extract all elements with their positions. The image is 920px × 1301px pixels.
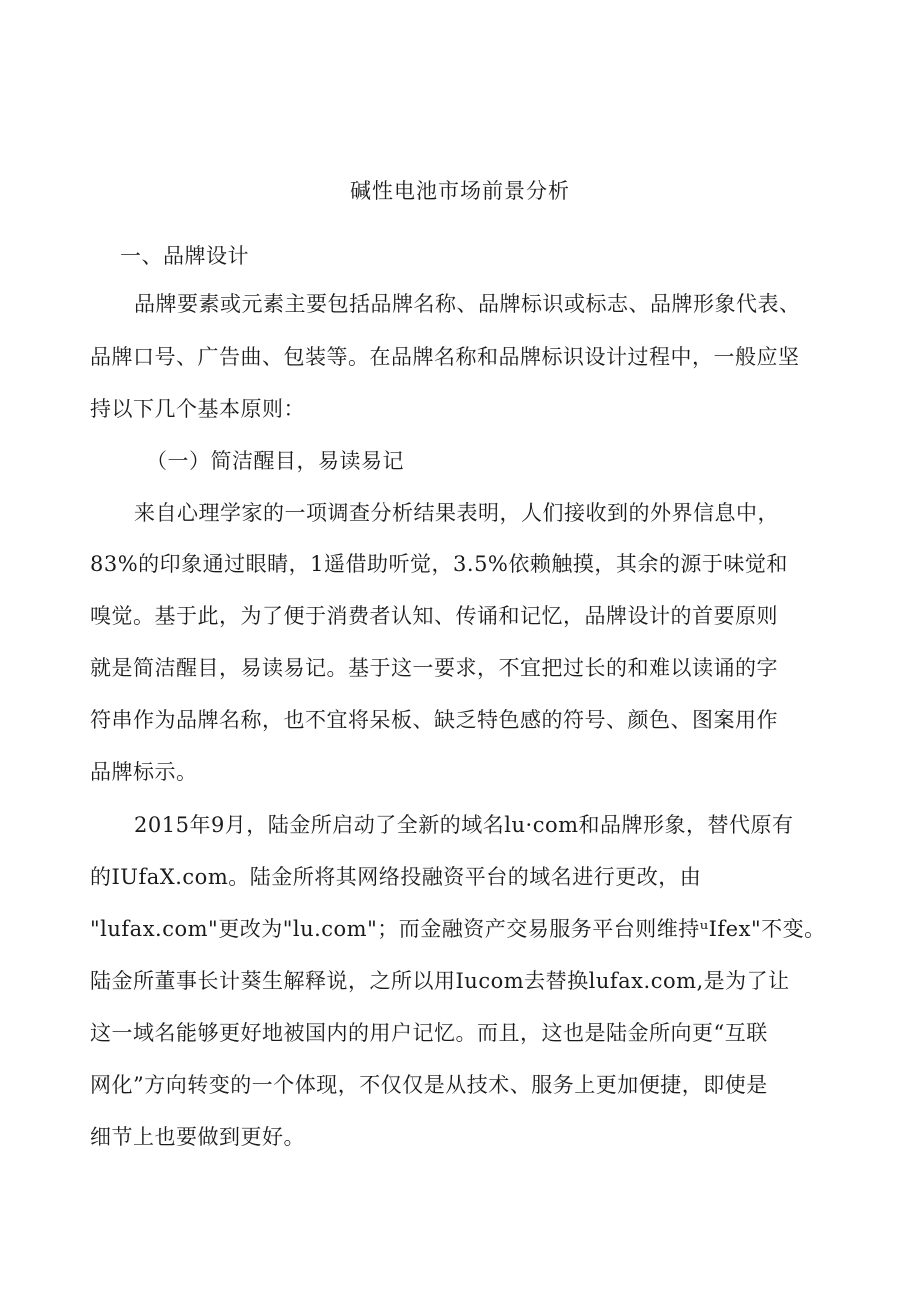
paragraph-line: 2015年9月，陆金所启动了全新的域名lu·com和品牌形象，替代原有 [134, 813, 794, 837]
paragraph-line: 这一域名能够更好地被国内的用户记忆。而且，这也是陆金所向更“互联 [90, 1021, 768, 1045]
subheading: （一）简洁醒目，易读易记 [146, 449, 404, 473]
paragraph-line: 持以下几个基本原则： [90, 397, 305, 421]
document-title: 碱性电池市场前景分析 [350, 179, 570, 203]
paragraph-line: 嗅觉。基于此，为了便于消费者认知、传诵和记忆，品牌设计的首要原则 [90, 604, 778, 628]
paragraph-line: 品牌标示。 [90, 760, 198, 784]
paragraph-line: 符串作为品牌名称，也不宜将呆板、缺乏特色感的符号、颜色、图案用作 [90, 708, 778, 732]
paragraph-line: 就是简洁醒目，易读易记。基于这一要求，不宜把过长的和难以读诵的字 [90, 656, 778, 680]
paragraph-line: 的IUfaX.com。陆金所将其网络投融资平台的域名进行更改，由 [90, 865, 702, 889]
paragraph-line: 陆金所董事长计葵生解释说，之所以用Iucom去替换lufax.com,是为了让 [90, 969, 790, 993]
paragraph-line: "lufax.com"更改为"lu.com"；而金融资产交易服务平台则维持ᵘIfex"不变。 [90, 917, 826, 941]
paragraph-line: 细节上也要做到更好。 [90, 1125, 305, 1149]
paragraph-line: 网化”方向转变的一个体现，不仅仅是从技术、服务上更加便捷，即使是 [90, 1073, 768, 1097]
section-heading: 一、品牌设计 [120, 244, 249, 268]
paragraph-line: 品牌口号、广告曲、包装等。在品牌名称和品牌标识设计过程中，一般应坚 [90, 345, 800, 369]
paragraph-line: 来自心理学家的一项调查分析结果表明，人们接收到的外界信息中， [134, 501, 779, 525]
paragraph-line: 品牌要素或元素主要包括品牌名称、品牌标识或标志、品牌形象代表、 [134, 292, 801, 316]
paragraph-line: 83%的印象通过眼睛，1遥借助听觉，3.5%依赖触摸，其余的源于味觉和 [90, 552, 788, 576]
